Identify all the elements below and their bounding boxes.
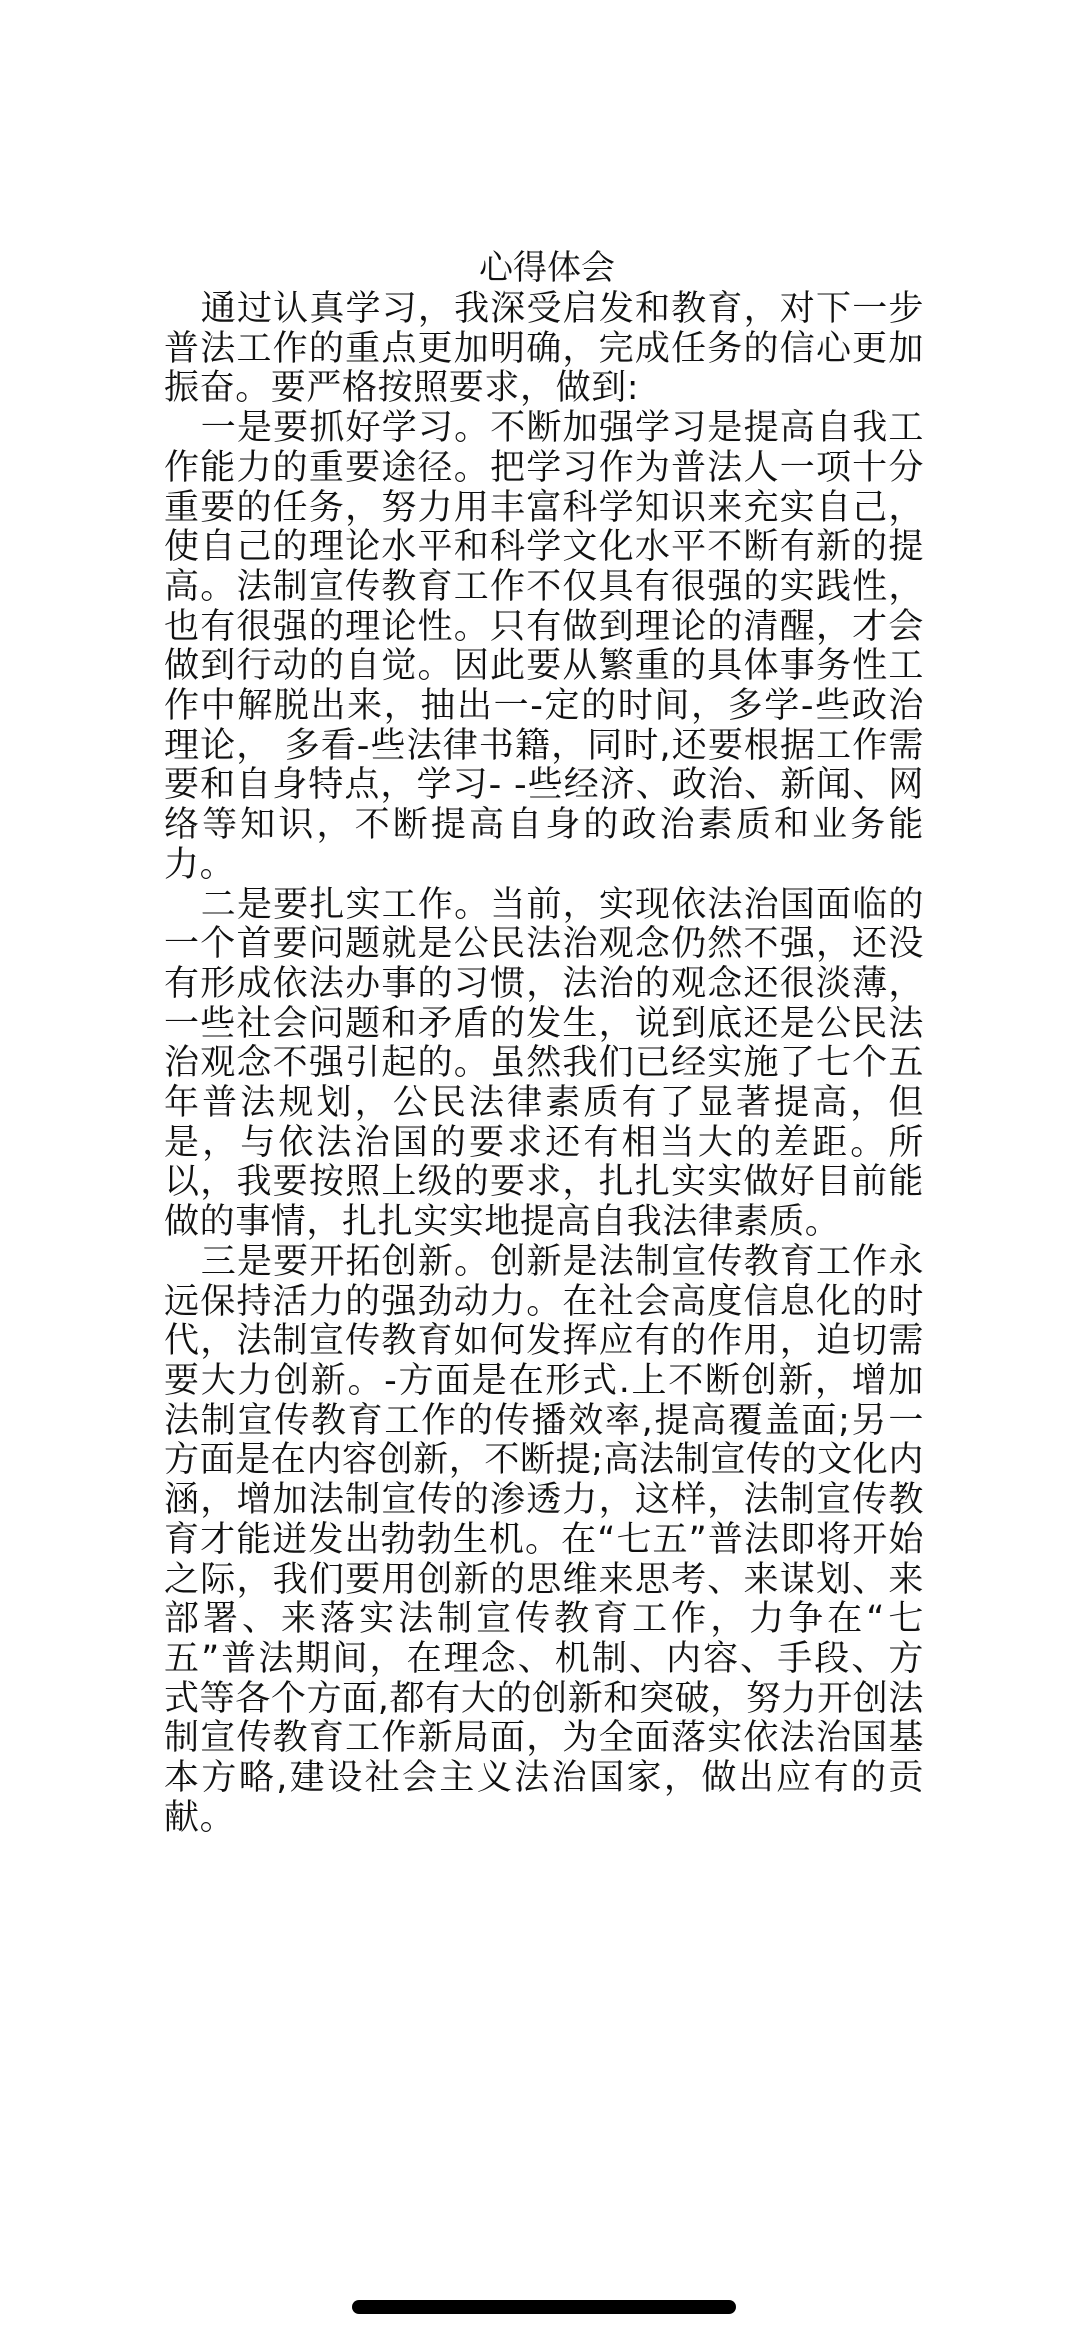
paragraph-point-three: 三是要开拓创新。创新是法制宣传教育工作永远保持活力的强劲动力。在社会高度信息化的时代，法制宣传教育如何发挥应有的作用，迫切需要大力创新。-方面是在形式.上不断创新，增加法制宣传教育工作的传播效率,提高覆盖面;另一方面是在内容创新，不断提;高法制宣传的文化内涵，增加法制宣传的渗透力，这样，法制宣传教育才能迸发出勃勃生机。在“七五”普法即将开始之际，我们要用创新的思维来思考、来谋划、来部署、来落实法制宣传教育工作，力争在“七五”普法期间，在理念、机制、内容、手段、方式等各个方面,都有大的创新和突破，努力开创法制宣传教育工作新局面，为全面落实依法治国基本方略,建设社会主义法治国家，做出应有的贡献。 (164, 1241, 924, 1838)
paragraph-intro: 通过认真学习，我深受启发和教育，对下一步普法工作的重点更加明确，完成任务的信心更加振奋。要严格按照要求，做到: (164, 289, 924, 409)
paragraph-point-two: 二是要扎实工作。当前，实现依法治国面临的一个首要问题就是公民法治观念仍然不强，还没有形成依法办事的习惯，法治的观念还很淡薄，一些社会问题和矛盾的发生，说到底还是公民法治观念不强引起的。虽然我们已经实施了七个五年普法规划，公民法律素质有了显著提高，但是，与依法治国的要求还有相当大的差距。所以，我要按照上级的要求，扎扎实实做好目前能做的事情，扎扎实实地提高自我法律素质。 (164, 884, 924, 1243)
document-body (164, 248, 924, 1838)
paragraph-point-one: 一是要抓好学习。不断加强学习是提高自我工作能力的重要途径。把学习作为普法人一项十分重要的任务，努力用丰富科学知识来充实自己，使自己的理论水平和科学文化水平不断有新的提高。法制宣传教育工作不仅具有很强的实践性，也有很强的理论性。只有做到理论的清醒，才会做到行动的自觉。因此要从繁重的具体事务性工作中解脱出来，抽出一-定的时间，多学-些政治理论， 多看-些法律书籍，同时,还要根据工作需要和自身特点，学习- -些经济、政治、新闻、网络等知识，不断提高自身的政治素质和业务能力。 (164, 408, 924, 885)
home-indicator[interactable] (352, 2300, 736, 2314)
document-title: 心得体会 (479, 248, 615, 288)
